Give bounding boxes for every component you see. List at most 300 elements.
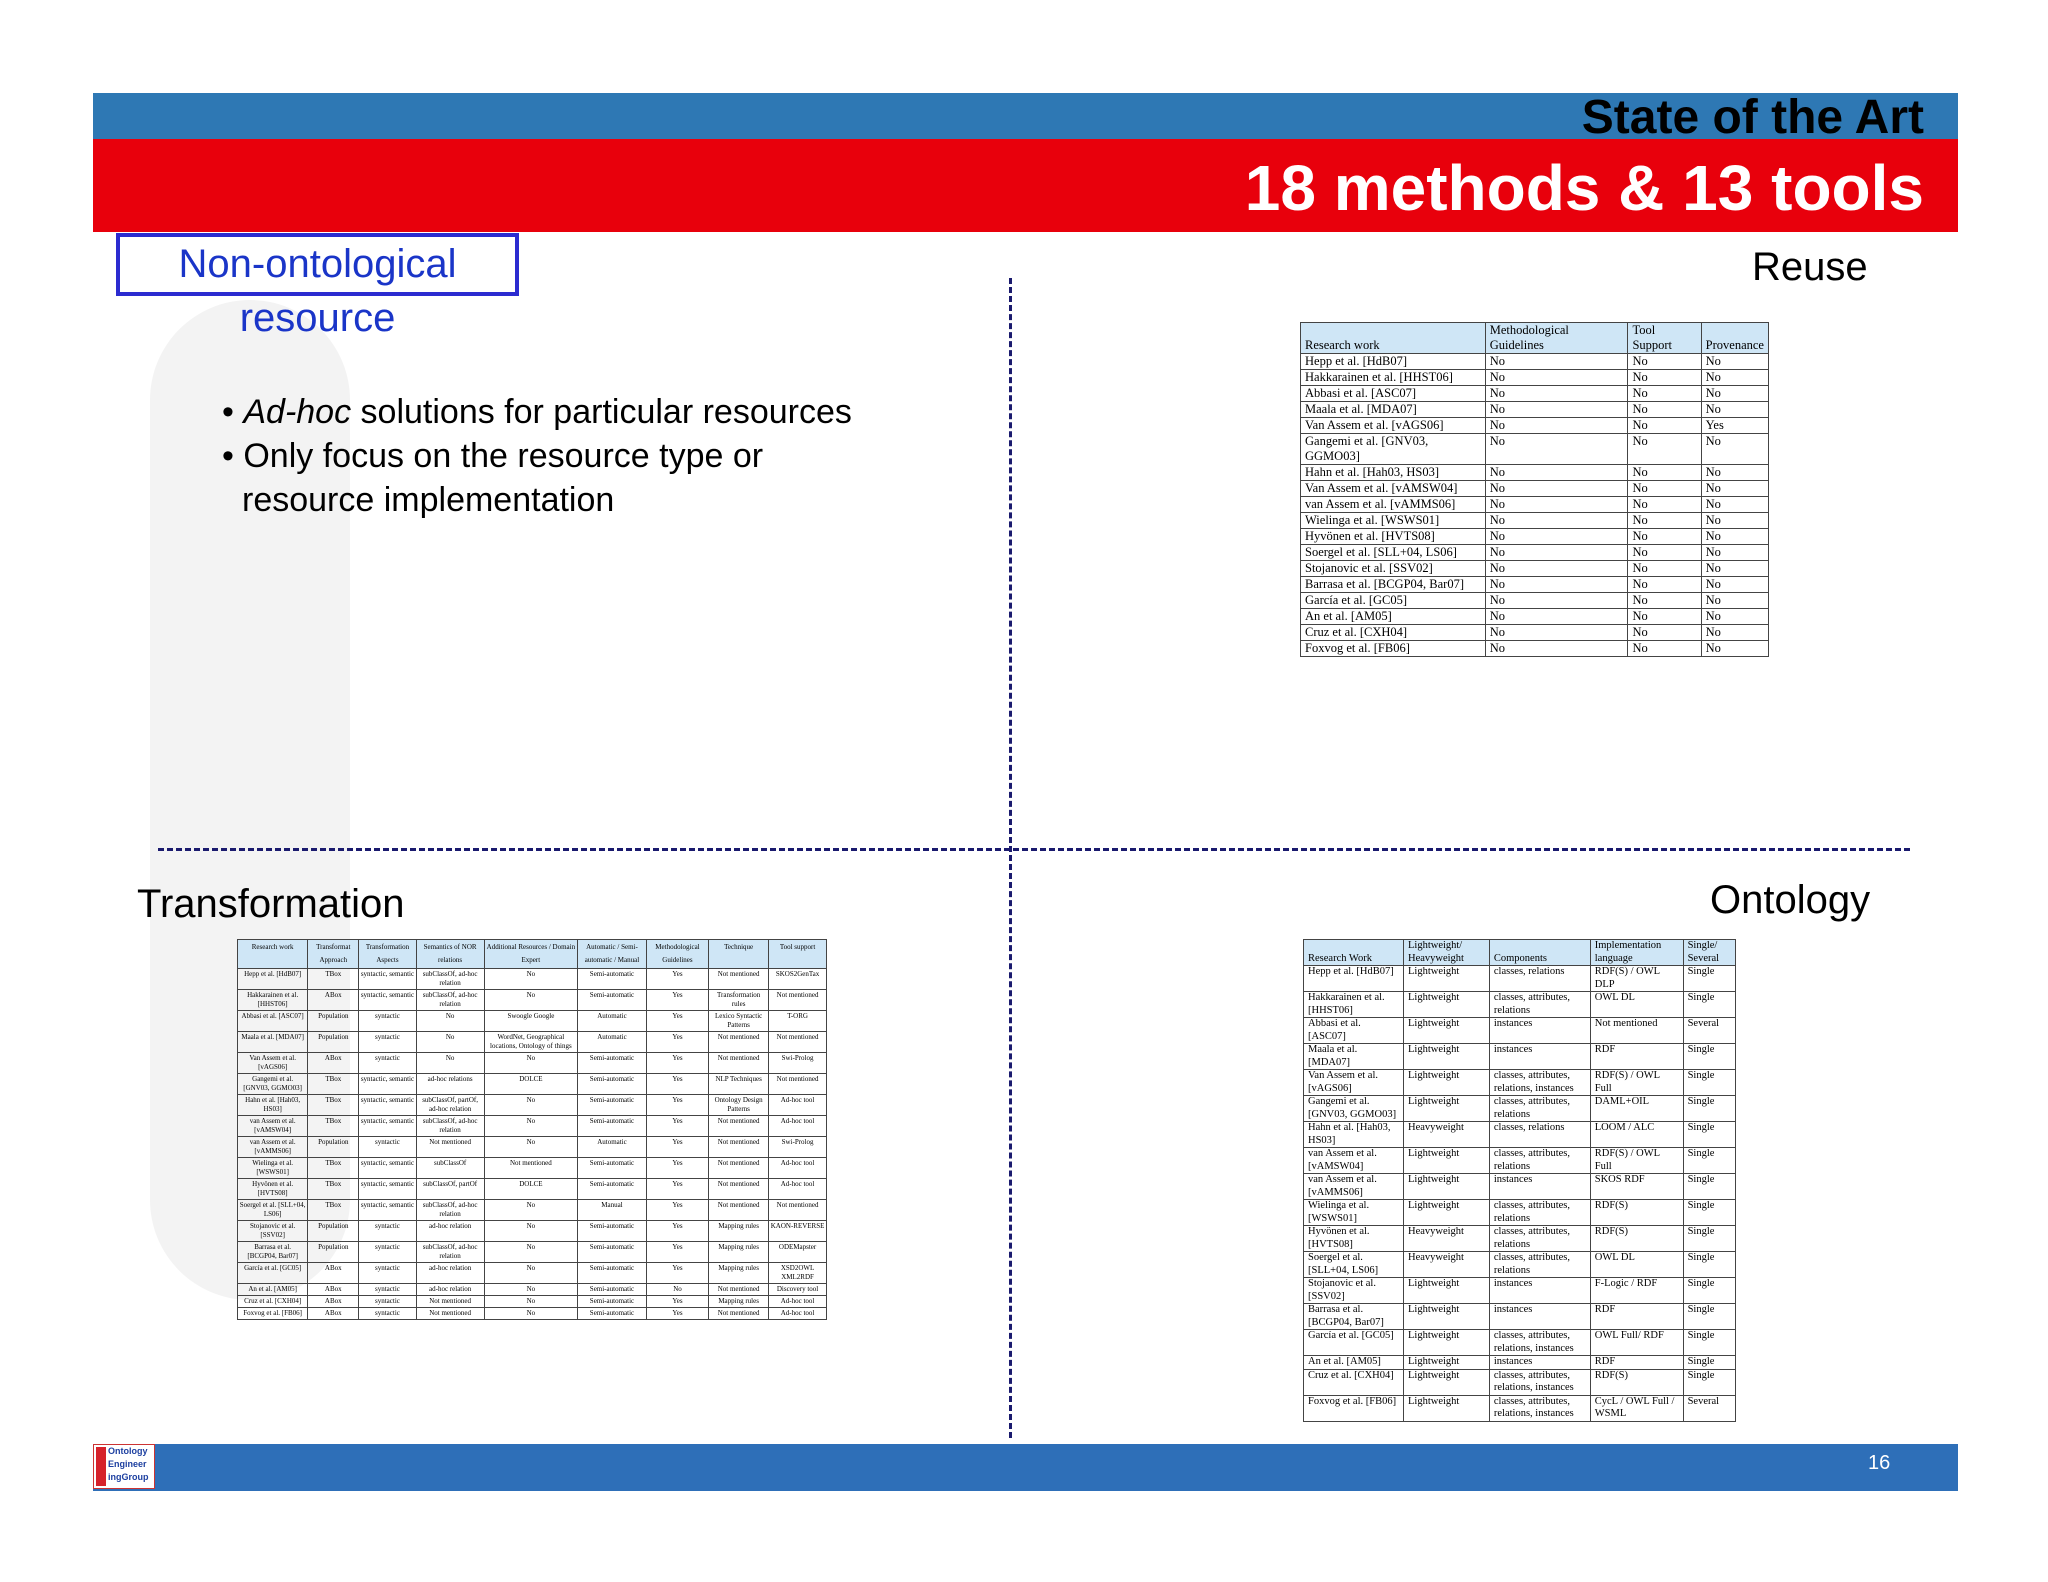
table-cell: instances (1489, 1174, 1590, 1200)
table-cell: Not mentioned (769, 1032, 827, 1053)
table-cell: No (484, 1116, 578, 1137)
table-row (1304, 1226, 1736, 1252)
table-row (1304, 1070, 1736, 1096)
table-cell: van Assem et al. [vAMSW04] (238, 1116, 308, 1137)
table-row (1301, 561, 1769, 577)
column-header: Methodological Guidelines (646, 940, 708, 969)
table-row (1301, 434, 1769, 465)
table-cell: Single (1683, 1148, 1735, 1174)
table-cell: No (1628, 402, 1701, 418)
table-cell: Foxvog et al. [FB06] (238, 1308, 308, 1320)
table-cell: Stojanovic et al. [SSV02] (238, 1221, 308, 1242)
table-cell: Mapping rules (709, 1242, 769, 1263)
transformation-table (237, 939, 827, 1320)
table-cell: Not mentioned (769, 1074, 827, 1095)
table-cell: Stojanovic et al. [SSV02] (1304, 1278, 1404, 1304)
table-cell: syntactic (359, 1284, 416, 1296)
table-cell: No (1701, 641, 1768, 657)
table-cell: F-Logic / RDF (1590, 1278, 1683, 1304)
table-cell: No (1485, 434, 1628, 465)
table-cell: Not mentioned (709, 1116, 769, 1137)
table-cell: Not mentioned (709, 1158, 769, 1179)
table-cell: syntactic (359, 1011, 416, 1032)
table-cell: classes, attributes, relations (1489, 1252, 1590, 1278)
table-row (1304, 1369, 1736, 1395)
table-cell: Ad-hoc tool (769, 1179, 827, 1200)
table-cell: No (1485, 513, 1628, 529)
table-cell: syntactic, semantic (359, 1116, 416, 1137)
table-cell: Wielinga et al. [WSWS01] (238, 1158, 308, 1179)
table-cell: Lightweight (1403, 1148, 1489, 1174)
table-cell: Not mentioned (1590, 1018, 1683, 1044)
table-cell: instances (1489, 1044, 1590, 1070)
table-cell: No (484, 969, 578, 990)
table-row (238, 990, 827, 1011)
table-cell: Cruz et al. [CXH04] (1301, 625, 1486, 641)
table-cell: classes, attributes, relations (1489, 1226, 1590, 1252)
table-cell: van Assem et al. [vAMMS06] (1301, 497, 1486, 513)
table-cell: Population (308, 1032, 359, 1053)
table-cell: SKOS RDF (1590, 1174, 1683, 1200)
bullet-text: resource implementation (242, 481, 615, 519)
table-cell: syntactic (359, 1296, 416, 1308)
column-header: Technique (709, 940, 769, 969)
table-cell: ABox (308, 1053, 359, 1074)
table-cell: Semi-automatic (578, 1284, 647, 1296)
table-cell: Yes (646, 1200, 708, 1221)
table-cell: Lightweight (1403, 1369, 1489, 1395)
table-row (1304, 1252, 1736, 1278)
table-cell: RDF(S) (1590, 1369, 1683, 1395)
table-cell: RDF(S) / OWL Full (1590, 1070, 1683, 1096)
table-cell: RDF (1590, 1044, 1683, 1070)
table-cell: RDF (1590, 1304, 1683, 1330)
column-header: Research Work (1304, 940, 1404, 966)
table-cell: Lexico Syntactic Patterns (709, 1011, 769, 1032)
table-cell: No (1628, 561, 1701, 577)
table-cell: classes, relations (1489, 1122, 1590, 1148)
table-cell: TBox (308, 1074, 359, 1095)
column-header: Automatic / Semi-automatic / Manual (578, 940, 647, 969)
table-cell: No (416, 1032, 484, 1053)
table-cell: Maala et al. [MDA07] (1304, 1044, 1404, 1070)
table-cell: Yes (646, 1032, 708, 1053)
table-row (1301, 529, 1769, 545)
table-cell: No (1628, 545, 1701, 561)
table-cell: No (1628, 465, 1701, 481)
table-cell: Heavyweight (1403, 1122, 1489, 1148)
table-cell: Population (308, 1242, 359, 1263)
table-cell: classes, attributes, relations, instances (1489, 1070, 1590, 1096)
table-cell: Not mentioned (709, 1179, 769, 1200)
table-cell: No (1485, 529, 1628, 545)
table-cell: Not mentioned (709, 1200, 769, 1221)
table-cell: Semi-automatic (578, 1158, 647, 1179)
table-cell: classes, attributes, relations, instances (1489, 1395, 1590, 1421)
table-cell: Hepp et al. [HdB07] (1301, 354, 1486, 370)
table-row (1304, 1200, 1736, 1226)
table-cell: subClassOf, partOf, ad-hoc relation (416, 1095, 484, 1116)
table-cell: Semi-automatic (578, 1296, 647, 1308)
table-cell: No (484, 1221, 578, 1242)
table-cell: Semi-automatic (578, 1263, 647, 1284)
table-row (1301, 625, 1769, 641)
table-cell: classes, relations (1489, 966, 1590, 992)
table-cell: Ad-hoc tool (769, 1116, 827, 1137)
table-row (238, 969, 827, 990)
table-cell: Semi-automatic (578, 1116, 647, 1137)
table-cell: Swi-Prolog (769, 1053, 827, 1074)
table-cell: subClassOf, ad-hoc relation (416, 1242, 484, 1263)
table-cell: Barrasa et al. [BCGP04, Bar07] (1304, 1304, 1404, 1330)
table-cell: Single (1683, 992, 1735, 1018)
table-cell: Not mentioned (709, 969, 769, 990)
table-cell: Single (1683, 1226, 1735, 1252)
bullet-list (222, 390, 852, 522)
table-cell: Ontology Design Patterns (709, 1095, 769, 1116)
bullet-item (222, 478, 852, 522)
column-header: Research work (1301, 323, 1486, 354)
table-cell: Mapping rules (709, 1296, 769, 1308)
table-cell: No (1701, 593, 1768, 609)
table-cell: syntactic, semantic (359, 990, 416, 1011)
slide-title: State of the Art (1581, 91, 1924, 144)
table-cell: syntactic, semantic (359, 1200, 416, 1221)
table-cell: Semi-automatic (578, 990, 647, 1011)
table-cell: No (1485, 354, 1628, 370)
table-cell: Not mentioned (416, 1308, 484, 1320)
table-cell: ABox (308, 1263, 359, 1284)
table-row (1304, 1304, 1736, 1330)
table-cell: Single (1683, 1304, 1735, 1330)
table-cell: Yes (646, 990, 708, 1011)
table-cell: Yes (646, 1158, 708, 1179)
table-cell: syntactic (359, 1221, 416, 1242)
table-cell: syntactic (359, 1032, 416, 1053)
table-cell: An et al. [AM05] (1304, 1356, 1404, 1370)
table-cell: No (646, 1284, 708, 1296)
bullet-item (222, 434, 852, 478)
table-cell: ad-hoc relation (416, 1263, 484, 1284)
table-cell: No (484, 990, 578, 1011)
table-cell: Heavyweight (1403, 1226, 1489, 1252)
table-cell: No (1628, 434, 1701, 465)
table-cell: Not mentioned (709, 1284, 769, 1296)
table-cell: Yes (646, 969, 708, 990)
table-cell: Not mentioned (416, 1296, 484, 1308)
table-row (1304, 966, 1736, 992)
page-number: 16 (1868, 1452, 1891, 1474)
column-header: Methodological Guidelines (1485, 323, 1628, 354)
table-cell: Lightweight (1403, 1174, 1489, 1200)
column-header: Lightweight/ Heavyweight (1403, 940, 1489, 966)
table-cell: Yes (646, 1011, 708, 1032)
table-cell: Stojanovic et al. [SSV02] (1301, 561, 1486, 577)
table-cell: Van Assem et al. [vAGS06] (1301, 418, 1486, 434)
table-cell: Ad-hoc tool (769, 1158, 827, 1179)
table-cell: Ad-hoc tool (769, 1308, 827, 1320)
table-row (1304, 1148, 1736, 1174)
table-row (1301, 370, 1769, 386)
table-cell: ABox (308, 1284, 359, 1296)
table-cell: Barrasa et al. [BCGP04, Bar07] (238, 1242, 308, 1263)
table-cell: OWL DL (1590, 992, 1683, 1018)
table-cell: Hyvönen et al. [HVTS08] (1301, 529, 1486, 545)
bullet-text: Only focus on the resource type or (243, 437, 764, 475)
table-cell: syntactic (359, 1308, 416, 1320)
table-cell: García et al. [GC05] (1304, 1330, 1404, 1356)
column-header: Components (1489, 940, 1590, 966)
table-cell: ad-hoc relation (416, 1284, 484, 1296)
table-cell: No (1628, 513, 1701, 529)
table-cell: Population (308, 1137, 359, 1158)
table-cell: No (1628, 625, 1701, 641)
table-cell: RDF(S) / OWL DLP (1590, 966, 1683, 992)
table-header-row (238, 940, 827, 969)
table-cell: Yes (646, 1179, 708, 1200)
table-cell: Lightweight (1403, 1356, 1489, 1370)
table-row (1304, 1174, 1736, 1200)
table-cell: T-ORG (769, 1011, 827, 1032)
table-row (1301, 418, 1769, 434)
table-cell: syntactic (359, 1242, 416, 1263)
table-cell: No (1628, 418, 1701, 434)
table-cell: Yes (646, 1221, 708, 1242)
table-cell: Mapping rules (709, 1221, 769, 1242)
table-cell: No (484, 1137, 578, 1158)
table-cell: Semi-automatic (578, 1095, 647, 1116)
table-cell: WordNet, Geographical locations, Ontology of things (484, 1032, 578, 1053)
table-cell: classes, attributes, relations (1489, 1148, 1590, 1174)
table-cell: No (484, 1053, 578, 1074)
table-cell: No (1701, 609, 1768, 625)
slide-subtitle: 18 methods & 13 tools (1244, 152, 1924, 224)
table-cell: Yes (646, 1296, 708, 1308)
table-cell: No (1628, 354, 1701, 370)
table-cell: SKOS2GenTax (769, 969, 827, 990)
table-cell: Hahn et al. [Hah03, HS03] (1304, 1122, 1404, 1148)
logo-text: Ontology (108, 1446, 148, 1456)
table-cell: subClassOf, ad-hoc relation (416, 969, 484, 990)
table-row (1301, 402, 1769, 418)
table-row (1304, 1018, 1736, 1044)
table-cell: Single (1683, 1044, 1735, 1070)
table-cell: Mapping rules (709, 1263, 769, 1284)
table-cell: syntactic (359, 1137, 416, 1158)
table-header-row (1304, 940, 1736, 966)
table-cell: No (1628, 370, 1701, 386)
table-cell: subClassOf, ad-hoc relation (416, 990, 484, 1011)
table-cell: subClassOf, ad-hoc relation (416, 1116, 484, 1137)
table-row (1301, 641, 1769, 657)
column-header: Provenance (1701, 323, 1768, 354)
table-cell: classes, attributes, relations, instances (1489, 1330, 1590, 1356)
table-cell: Single (1683, 1174, 1735, 1200)
table-cell: Lightweight (1403, 992, 1489, 1018)
table-cell: Lightweight (1403, 1200, 1489, 1226)
table-cell: DOLCE (484, 1179, 578, 1200)
table-cell: No (484, 1242, 578, 1263)
column-header: Additional Resources / Domain Expert (484, 940, 578, 969)
table-cell: Lightweight (1403, 1395, 1489, 1421)
table-cell: Van Assem et al. [vAGS06] (1304, 1070, 1404, 1096)
table-cell: Gangemi et al. [GNV03, GGMO03] (238, 1074, 308, 1095)
table-cell: Single (1683, 1122, 1735, 1148)
table-row (238, 1158, 827, 1179)
table-cell: No (1701, 465, 1768, 481)
table-row (238, 1263, 827, 1284)
transformation-label: Transformation (137, 882, 405, 926)
table-row (1301, 465, 1769, 481)
table-cell: Single (1683, 1200, 1735, 1226)
table-cell: Van Assem et al. [vAGS06] (238, 1053, 308, 1074)
table-cell: KAON-REVERSE (769, 1221, 827, 1242)
ontology-label: Ontology (1710, 878, 1871, 922)
table-cell: No (416, 1011, 484, 1032)
table-cell: No (1628, 497, 1701, 513)
bullet-emphasis: Ad-hoc (243, 393, 352, 431)
column-header: Tool support (769, 940, 827, 969)
table-cell: No (1485, 497, 1628, 513)
table-row (238, 1053, 827, 1074)
table-cell: TBox (308, 969, 359, 990)
table-cell: No (484, 1095, 578, 1116)
table-cell: No (1628, 481, 1701, 497)
table-cell: Barrasa et al. [BCGP04, Bar07] (1301, 577, 1486, 593)
table-cell: No (1628, 386, 1701, 402)
table-cell: Lightweight (1403, 966, 1489, 992)
table-cell: syntactic (359, 1263, 416, 1284)
table-cell: No (1485, 465, 1628, 481)
table-cell: syntactic, semantic (359, 1095, 416, 1116)
table-cell: Yes (646, 1263, 708, 1284)
table-row (1301, 497, 1769, 513)
table-cell: Maala et al. [MDA07] (238, 1032, 308, 1053)
table-cell: Yes (1701, 418, 1768, 434)
table-cell: No (1628, 609, 1701, 625)
table-cell: van Assem et al. [vAMSW04] (1304, 1148, 1404, 1174)
table-cell: No (1485, 625, 1628, 641)
table-row (1304, 1330, 1736, 1356)
ontology-table (1303, 939, 1736, 1422)
table-cell: Single (1683, 1278, 1735, 1304)
table-cell: NLP Techniques (709, 1074, 769, 1095)
table-cell: instances (1489, 1278, 1590, 1304)
table-cell: No (1485, 386, 1628, 402)
table-row (1304, 1395, 1736, 1421)
table-cell: Abbasi et al. [ASC07] (1301, 386, 1486, 402)
table-row (1301, 577, 1769, 593)
table-cell: Not mentioned (709, 1032, 769, 1053)
table-cell: Several (1683, 1018, 1735, 1044)
table-cell: Hepp et al. [HdB07] (238, 969, 308, 990)
reuse-label: Reuse (1752, 245, 1868, 289)
table-cell: Wielinga et al. [WSWS01] (1301, 513, 1486, 529)
table-cell: No (1701, 545, 1768, 561)
table-cell: Yes (646, 1308, 708, 1320)
table-cell: Yes (646, 1053, 708, 1074)
table-cell: No (1628, 577, 1701, 593)
table-cell: RDF(S) (1590, 1200, 1683, 1226)
table-row (238, 1074, 827, 1095)
table-header-row (1301, 323, 1769, 354)
table-cell: No (484, 1200, 578, 1221)
table-cell: RDF(S) / OWL Full (1590, 1148, 1683, 1174)
table-cell: TBox (308, 1200, 359, 1221)
table-row (238, 1200, 827, 1221)
table-cell: classes, attributes, relations, instances (1489, 1369, 1590, 1395)
table-cell: Soergel et al. [SLL+04, LS06] (1304, 1252, 1404, 1278)
table-cell: Single (1683, 1369, 1735, 1395)
table-cell: Semi-automatic (578, 969, 647, 990)
table-cell: Yes (646, 1095, 708, 1116)
table-cell: Hepp et al. [HdB07] (1304, 966, 1404, 992)
table-cell: Not mentioned (709, 1137, 769, 1158)
table-cell: No (1485, 418, 1628, 434)
table-cell: TBox (308, 1158, 359, 1179)
table-cell: Lightweight (1403, 1304, 1489, 1330)
table-cell: No (1701, 625, 1768, 641)
table-row (1304, 1278, 1736, 1304)
table-cell: Semi-automatic (578, 1074, 647, 1095)
table-cell: Foxvog et al. [FB06] (1301, 641, 1486, 657)
table-cell: García et al. [GC05] (1301, 593, 1486, 609)
table-row (1304, 1096, 1736, 1122)
table-cell: syntactic (359, 1053, 416, 1074)
logo-text: Engineer (108, 1459, 147, 1469)
logo-text: ingGroup (108, 1472, 149, 1482)
table-cell: Single (1683, 1356, 1735, 1370)
table-cell: No (1701, 481, 1768, 497)
table-cell: syntactic, semantic (359, 1074, 416, 1095)
table-row (1304, 1122, 1736, 1148)
table-row (1304, 1044, 1736, 1070)
table-cell: No (1485, 402, 1628, 418)
table-cell: ABox (308, 1296, 359, 1308)
table-cell: No (1485, 609, 1628, 625)
table-cell: DAML+OIL (1590, 1096, 1683, 1122)
table-cell: No (1701, 561, 1768, 577)
table-cell: No (1701, 529, 1768, 545)
table-cell: Maala et al. [MDA07] (1301, 402, 1486, 418)
table-cell: TBox (308, 1095, 359, 1116)
table-cell: Swoogle Google (484, 1011, 578, 1032)
table-cell: instances (1489, 1018, 1590, 1044)
table-cell: OWL DL (1590, 1252, 1683, 1278)
table-cell: No (1701, 513, 1768, 529)
table-cell: Not mentioned (484, 1158, 578, 1179)
table-cell: Yes (646, 1116, 708, 1137)
table-cell: Heavyweight (1403, 1252, 1489, 1278)
table-cell: syntactic, semantic (359, 1179, 416, 1200)
table-cell: Hakkarainen et al. [HHST06] (238, 990, 308, 1011)
table-cell: XSD2OWL XML2RDF (769, 1263, 827, 1284)
table-cell: instances (1489, 1304, 1590, 1330)
reuse-table (1300, 322, 1769, 657)
table-cell: Population (308, 1221, 359, 1242)
table-cell: No (1628, 641, 1701, 657)
table-cell: No (1485, 370, 1628, 386)
table-cell: Gangemi et al. [GNV03, GGMO03] (1304, 1096, 1404, 1122)
table-row (1301, 386, 1769, 402)
table-cell: An et al. [AM05] (238, 1284, 308, 1296)
table-cell: No (1485, 545, 1628, 561)
table-cell: No (1628, 529, 1701, 545)
non-ontological-resource-box: Non-ontological resource (116, 233, 519, 296)
table-cell: No (1701, 497, 1768, 513)
table-cell: classes, attributes, relations (1489, 992, 1590, 1018)
table-cell: RDF (1590, 1356, 1683, 1370)
